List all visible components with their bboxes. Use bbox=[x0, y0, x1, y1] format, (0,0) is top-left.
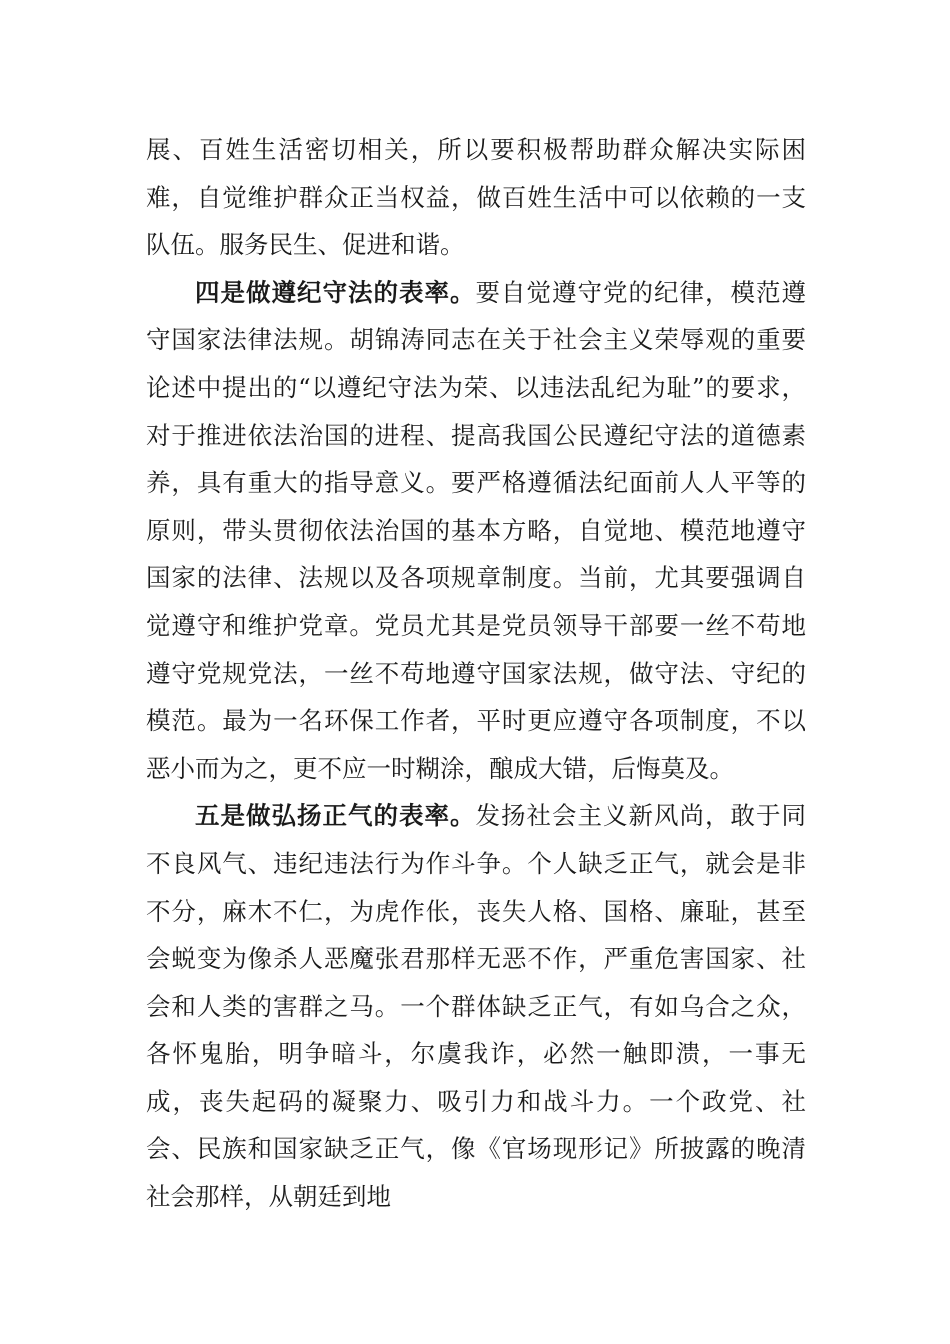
paragraph-continuation bbox=[146, 126, 806, 269]
paragraph-heading: 五是做弘扬正气的表率。 bbox=[195, 801, 476, 831]
paragraph-point-four bbox=[146, 269, 806, 793]
paragraph-text: 发扬社会主义新风尚，敢于同不良风气、违纪违法行为作斗争。个人缺乏正气，就会是非不分，麻木不仁，为虎作伥，丧失人格、国格、廉耻，甚至会蜕变为像杀人恶魔张君那样无恶不作，严重危害国家、社会和人类的害群之马。一个群体缺乏正气，有如乌合之众，各怀鬼胎，明争暗斗，尔虞我诈，必然一触即溃，一事无成，丧失起码的凝聚力、吸引力和战斗力。一个政党、社会、民族和国家缺乏正气，像《官场现形记》所披露的晚清社会那样，从朝廷到地 bbox=[146, 801, 806, 1212]
paragraph-text: 要自觉遵守党的纪律，模范遵守国家法律法规。胡锦涛同志在关于社会主义荣辱观的重要论述中提出的“以遵纪守法为荣、以违法乱纪为耻”的要求，对于推进依法治国的进程、提高我国公民遵纪守法的道德素养，具有重大的指导意义。要严格遵循法纪面前人人平等的原则，带头贯彻依法治国的基本方略，自觉地、模范地遵守国家的法律、法规以及各项规章制度。当前，尤其要强调自觉遵守和维护党章。党员尤其是党员领导干部要一丝不苟地遵守党规党法，一丝不苟地遵守国家法规，做守法、守纪的模范。最为一名环保工作者，平时更应遵守各项制度，不以恶小而为之，更不应一时糊涂，酿成大错，后悔莫及。 bbox=[146, 277, 806, 783]
document-body bbox=[146, 126, 806, 1221]
paragraph-text: 展、百姓生活密切相关，所以要积极帮助群众解决实际困难，自觉维护群众正当权益，做百姓生活中可以依赖的一支队伍。服务民生、促进和谐。 bbox=[146, 135, 806, 260]
paragraph-point-five bbox=[146, 792, 806, 1220]
paragraph-heading: 四是做遵纪守法的表率。 bbox=[195, 277, 476, 307]
